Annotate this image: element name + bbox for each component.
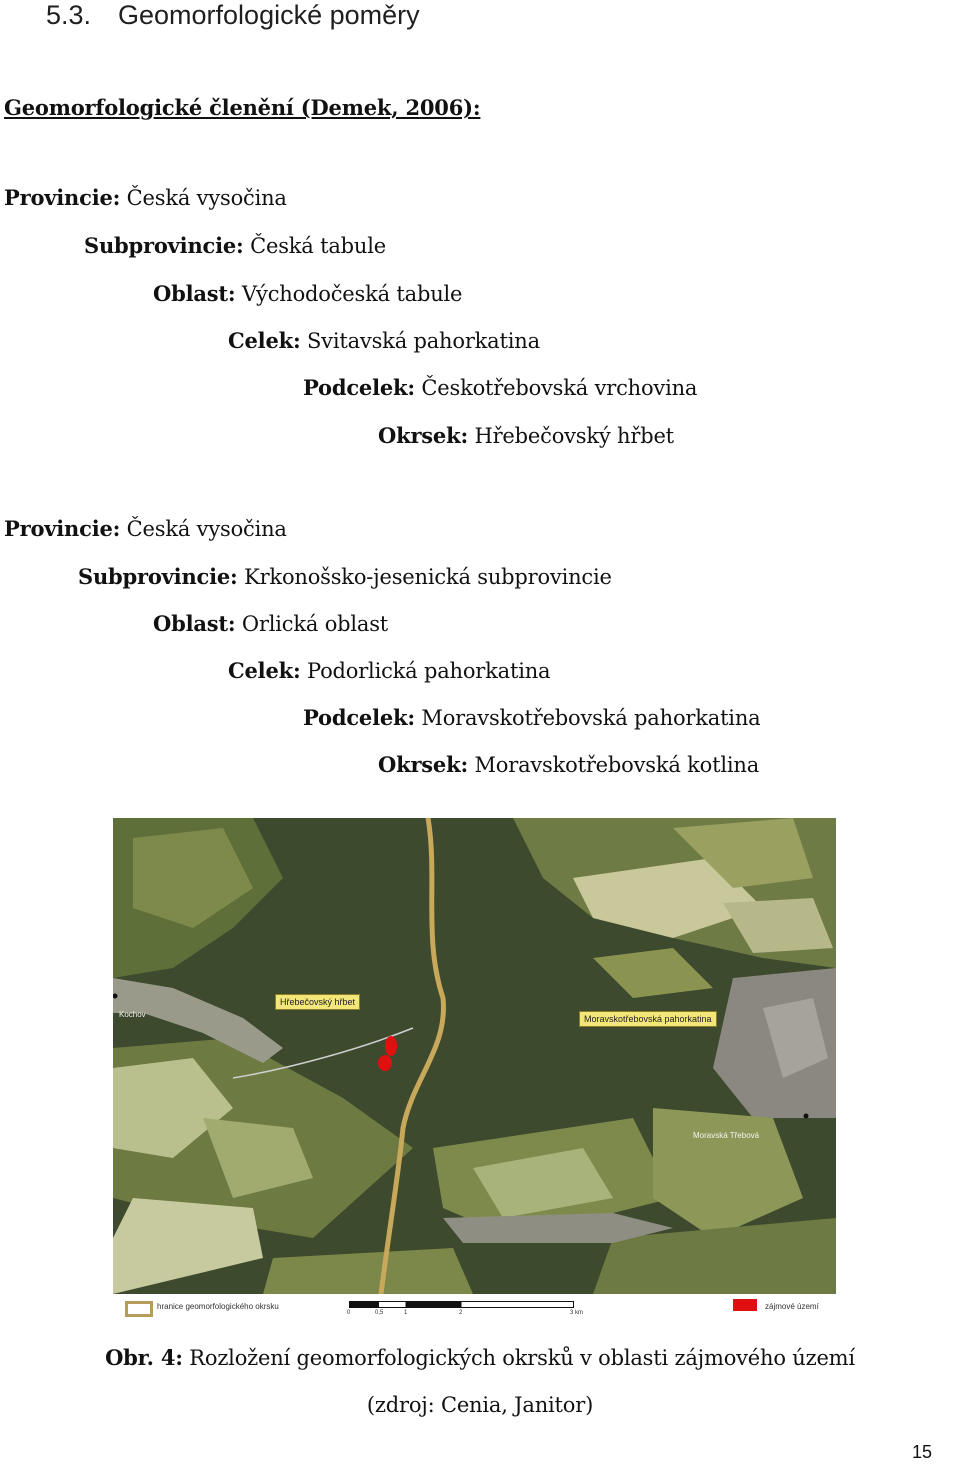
map-label-hrebecovsky: Hřebečovský hřbet xyxy=(275,994,360,1010)
legend-area-label: zájmové území xyxy=(765,1302,819,1311)
scale-tick-3: 2 xyxy=(459,1310,463,1316)
h1-oblast: Oblast: Východočeská tabule xyxy=(153,281,463,306)
figure-caption: Obr. 4: Rozložení geomorfologických okrsků v oblasti zájmového území xyxy=(105,1345,855,1370)
subtitle: Geomorfologické členění (Demek, 2006): xyxy=(4,95,481,120)
map-town-kochov: Kochov xyxy=(119,1010,146,1019)
legend-boundary-label: hranice geomorfologického okrsku xyxy=(157,1302,279,1311)
h1-okrsek: Okrsek: Hřebečovský hřbet xyxy=(378,423,674,448)
scale-tick-1: 0,5 xyxy=(375,1310,384,1316)
aerial-map xyxy=(113,818,836,1294)
h1-subprovincie: Subprovincie: Česká tabule xyxy=(84,233,386,258)
map-label-moravskotrebovska: Moravskotřebovská pahorkatina xyxy=(579,1011,717,1027)
h2-okrsek: Okrsek: Moravskotřebovská kotlina xyxy=(378,752,760,777)
scale-tick-4: 3 km xyxy=(570,1310,584,1316)
h2-oblast: Oblast: Orlická oblast xyxy=(153,611,389,636)
scale-tick-2: 1 xyxy=(404,1310,408,1316)
scale-bar xyxy=(349,1301,574,1308)
scale-tick-0: 0 xyxy=(347,1310,351,1316)
h1-provincie: Provincie: Česká vysočina xyxy=(4,185,287,210)
map-town-moravska-trebova: Moravská Třebová xyxy=(693,1131,760,1140)
map-legend xyxy=(113,1296,836,1324)
section-heading xyxy=(46,0,420,31)
legend-area-swatch xyxy=(733,1299,757,1311)
section-number: 5.3. xyxy=(46,0,92,30)
h2-celek: Celek: Podorlická pahorkatina xyxy=(228,658,551,683)
h2-subprovincie: Subprovincie: Krkonošsko-jesenická subprovincie xyxy=(78,564,612,589)
section-title: Geomorfologické poměry xyxy=(118,0,420,30)
figure-source: (zdroj: Cenia, Janitor) xyxy=(366,1393,594,1417)
h1-celek: Celek: Svitavská pahorkatina xyxy=(228,328,540,353)
legend-boundary-swatch xyxy=(125,1301,153,1317)
h1-podcelek: Podcelek: Českotřebovská vrchovina xyxy=(303,375,698,400)
page-number: 15 xyxy=(911,1442,932,1462)
aerial-map-image xyxy=(113,818,836,1294)
h2-provincie: Provincie: Česká vysočina xyxy=(4,516,287,541)
h2-podcelek: Podcelek: Moravskotřebovská pahorkatina xyxy=(303,705,761,730)
